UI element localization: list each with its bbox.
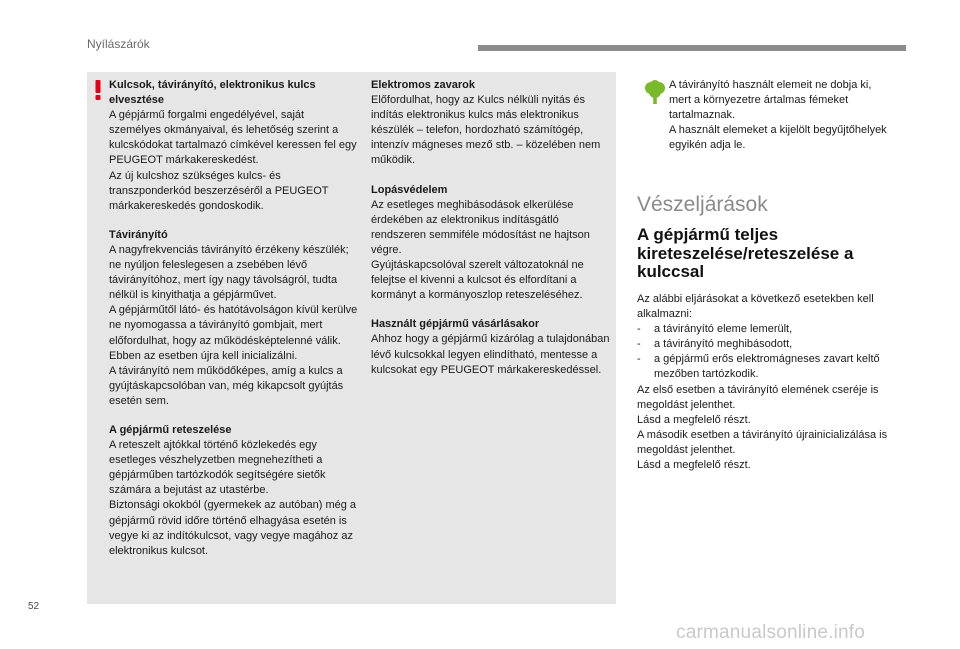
list-item-text: a távirányító meghibásodott,: [654, 338, 793, 351]
block-heading: Távirányító: [109, 228, 168, 241]
header-bar: [478, 45, 906, 51]
block-body: Ahhoz hogy a gépjármű kizárólag a tulajdonában lévő kulcsokkal legyen elindítható, mentesse a kulcsokat egy PEUGEOT márkakereskedéssel.: [371, 333, 610, 376]
block-used-vehicle: [371, 317, 613, 377]
list-dash: -: [637, 323, 641, 336]
block-body: A reteszelt ajtókkal történő közlekedés egy esetleges vészhelyzetben megnehezítheti a gépjárműben tartózkodók segítségére sietők számára a bejutást az utastérbe. Biztonsági okokból (gyermekek az autóban) még a gépjármű rövid időre történő elhagyása esetén is vegye ki az indítókulcsot, vagy vegye magához az elektronikus kulcsot.: [109, 439, 357, 557]
page-number: 52: [28, 601, 40, 612]
block-locking: [109, 423, 359, 559]
list-item: [637, 352, 897, 382]
block-heading: Lopásvédelem: [371, 183, 448, 196]
tip-note: [669, 78, 889, 153]
section-intro: Az alábbi eljárásokat a következő esetekben kell alkalmazni:: [637, 293, 874, 321]
section-subtitle: A gépjármű teljes kireteszelése/reteszelése a kulccsal: [637, 225, 854, 281]
tip-body: A távirányító használt elemeit ne dobja ki, mert a környezetre ártalmas fémeket tartalmaznak. A használt elemeket a kijelölt begyűjtőhelyek egyikén adja le.: [669, 79, 887, 152]
block-body: Előfordulhat, hogy az Kulcs nélküli nyitás és indítás elektronikus kulcs más elektronikus készülék – telefon, hordozható számítógép, intenzív mágneses mező stb. – közelében nem működik.: [371, 94, 601, 167]
column-1: [109, 78, 359, 573]
exclamation-icon: [92, 80, 104, 100]
block-anti-theft: [371, 183, 613, 304]
list-item-text: a gépjármű erős elektromágneses zavart keltő mezőben tartózkodik.: [654, 353, 880, 381]
list-item-text: a távirányító eleme lemerült,: [654, 323, 793, 336]
column-2: [371, 78, 613, 392]
list-item: [637, 322, 897, 337]
section-outro: Az első esetben a távirányító elemének cseréje is megoldást jelenthet. Lásd a megfelelő részt. A második esetben a távirányító újrainicializálása is megoldást jelenthet. Lásd a megfelelő részt.: [637, 383, 888, 472]
list-item: [637, 337, 897, 352]
block-heading: Használt gépjármű vásárlásakor: [371, 318, 540, 331]
block-body: A gépjármű forgalmi engedélyével, saját személyes okmányaival, és lehetőség szerint a kulcskódokat tartalmazó címkével keressen fel egy PEUGEOT márkakereskedést. Az új kulcshoz szükséges kulcs- és transzponderkód beszerzéséről a PEUGEOT márkakereskedés gondoskodik.: [109, 109, 357, 212]
block-body: A nagyfrekvenciás távirányító érzékeny készülék; ne nyúljon feleslegesen a zsebében lévő távirányítóhoz, mert így nagy távolságról, tudta nélkül is kinyithatja a gépjárművet. A gépjárműtől látó- és hatótávolságon kívül kerülve ne nyomogassa a távirányító gombjait, mert előfordulhat, hogy az működésképtelenné válik. Ebben az esetben újra kell inicializálni. A távirányító nem működőképes, amíg a kulcs a gyújtáskapcsolóban van, még kikapcsolt gyújtás esetén sem.: [109, 243, 358, 407]
block-key-loss: [109, 78, 359, 214]
block-heading: Kulcsok, távirányító, elektronikus kulcs elvesztése: [109, 79, 316, 107]
list-dash: -: [637, 353, 641, 366]
list-dash: -: [637, 338, 641, 351]
watermark: carmanualsonline.info: [676, 622, 866, 643]
section-body: [637, 292, 897, 473]
block-electrical-interference: [371, 78, 613, 169]
block-remote: [109, 228, 359, 409]
block-body: Az esetleges meghibásodások elkerülése érdekében az elektronikus indításgátló rendszeren semmiféle módosítást ne hajtson végre. Gyújtáskapcsolóval szerelt változatoknál ne felejtse el kivenni a kulcsot és elfordítani a kormányt a kormányoszlop reteszeléséhez.: [371, 198, 590, 302]
header-title: Nyílászárók: [87, 37, 150, 51]
block-heading: A gépjármű reteszelése: [109, 423, 232, 436]
eco-tree-icon: [644, 80, 666, 104]
section-title: Vészeljárások: [637, 193, 768, 216]
block-heading: Elektromos zavarok: [371, 79, 475, 91]
